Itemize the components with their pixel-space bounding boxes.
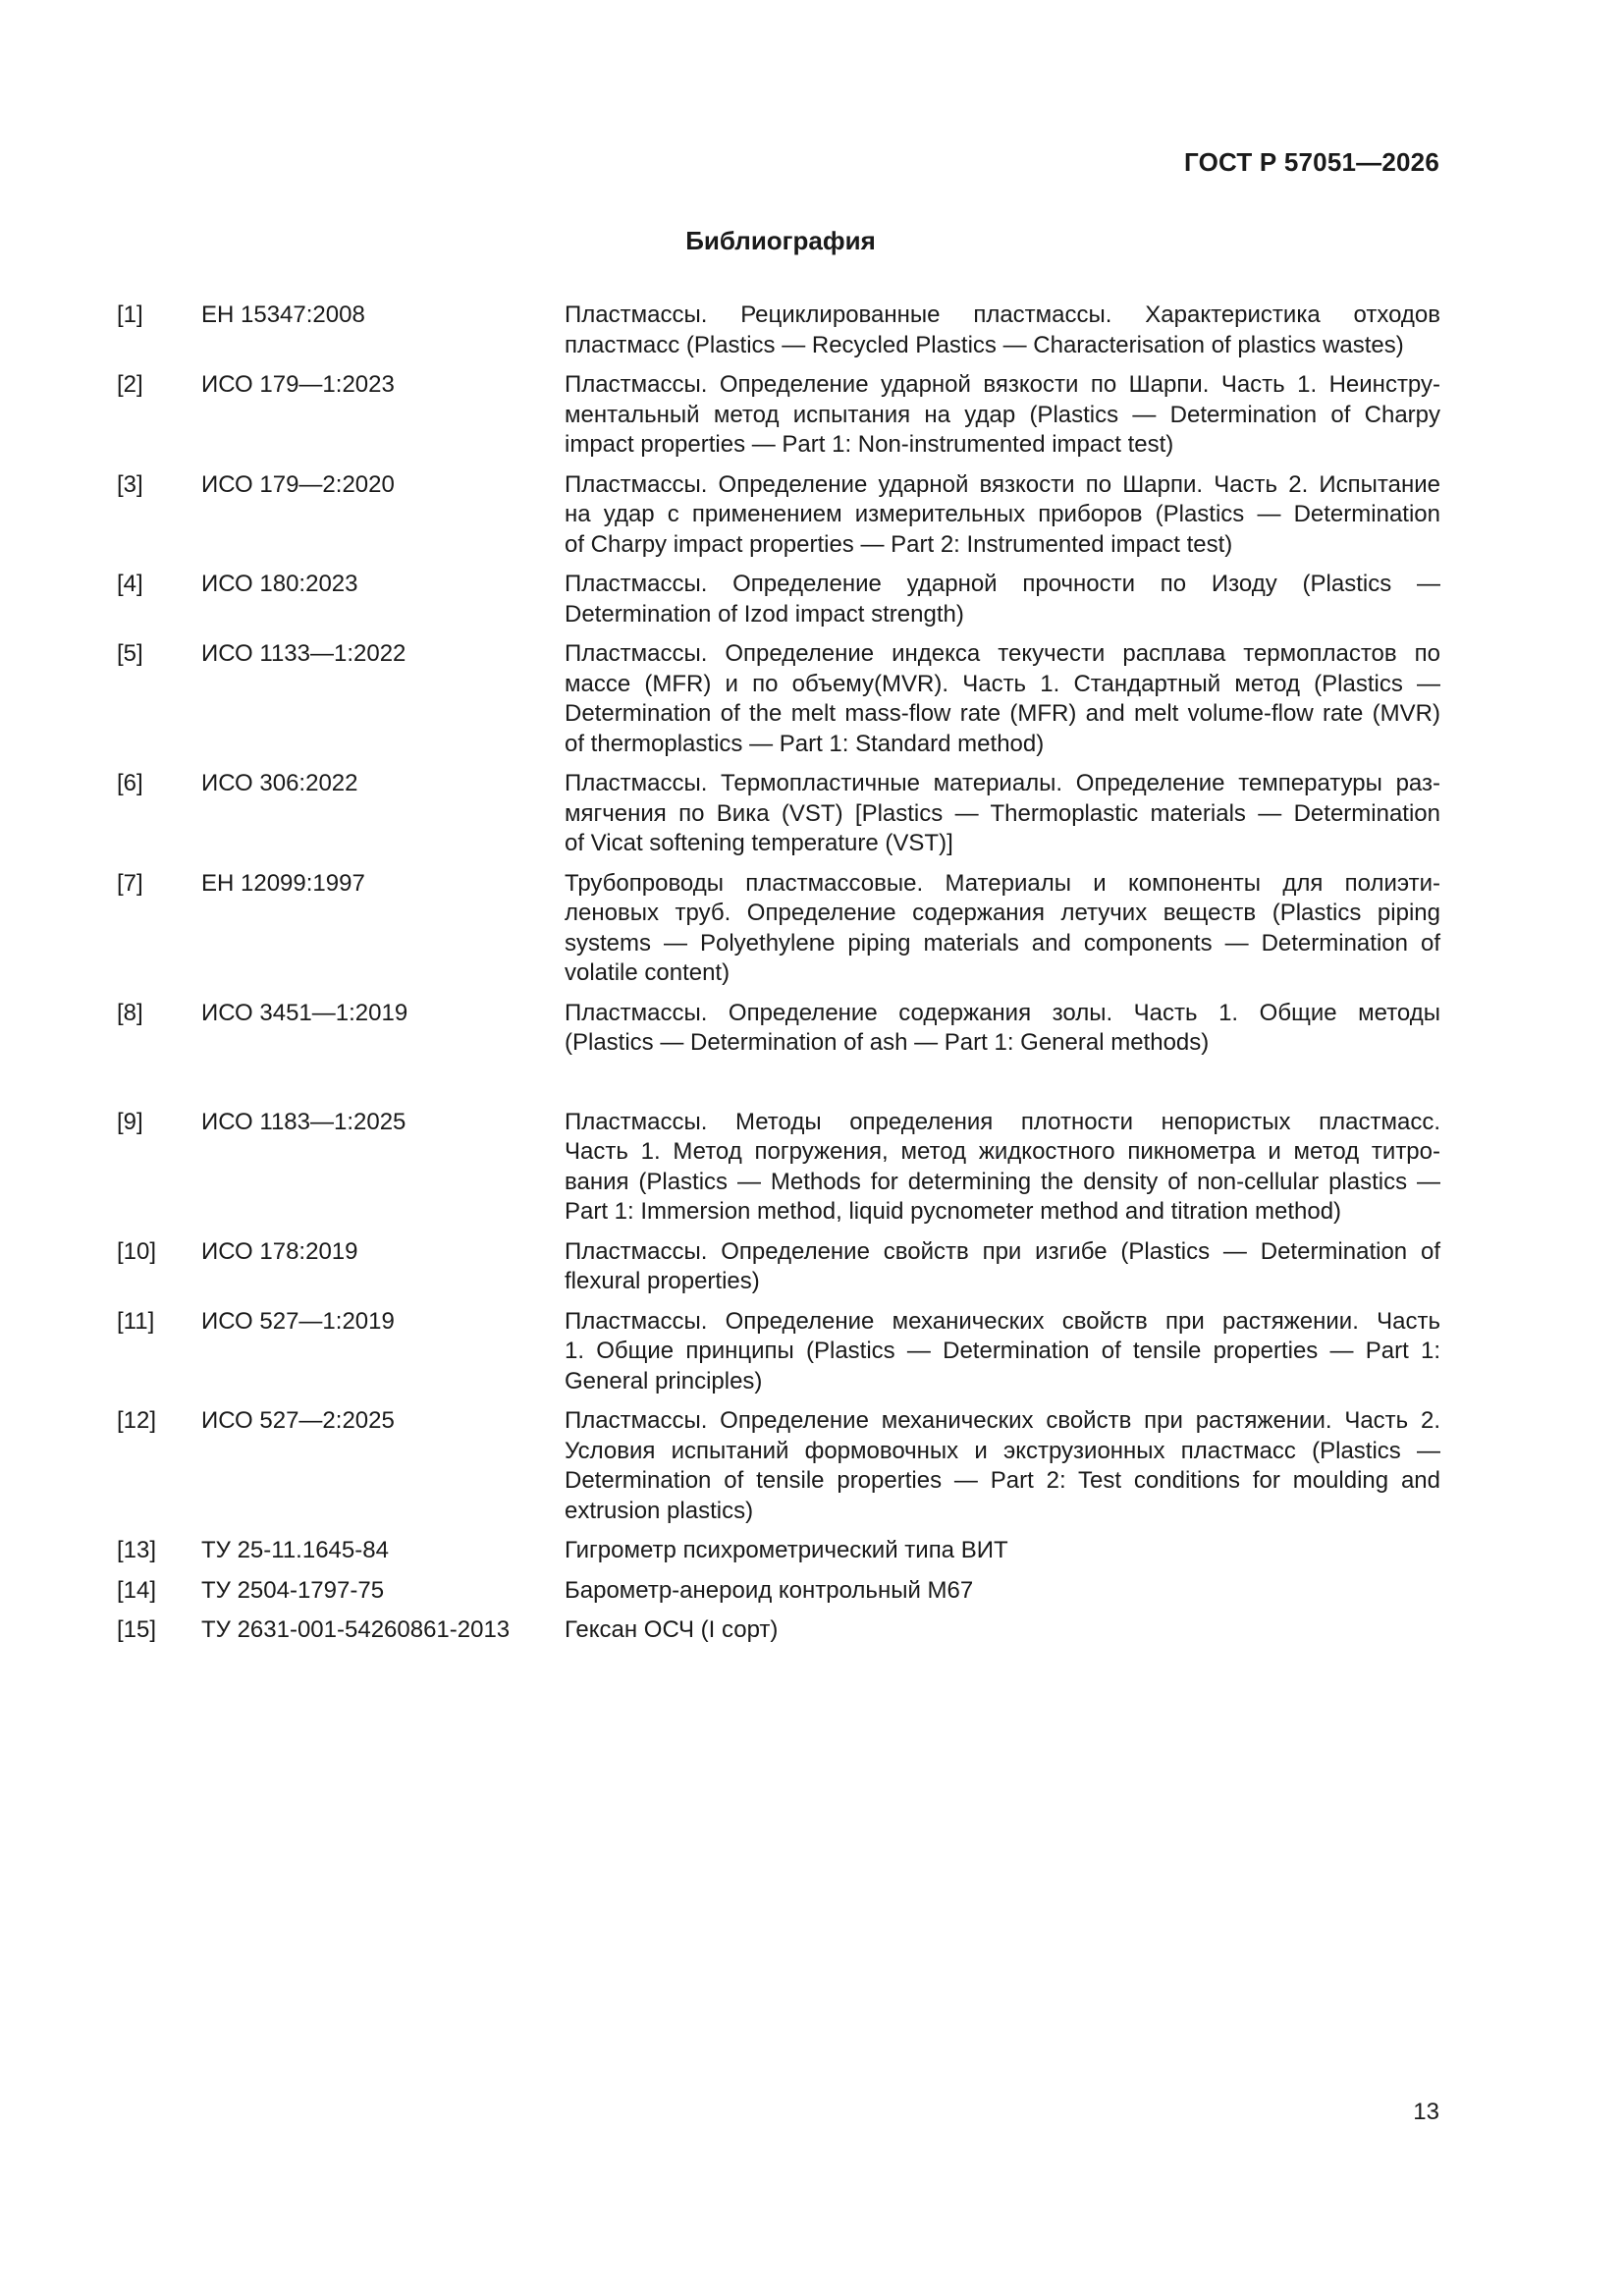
entry-description [565,1615,1440,1646]
entry-description [565,869,1440,989]
description-line: Трубопроводы пластмассовые. Материалы и компоненты для полиэти- [565,869,1440,897]
description-line: Пластмассы. Определение содержания золы. Часть 1. Общие методы [565,999,1440,1026]
description-line: Гексан ОСЧ (I сорт) [565,1616,779,1643]
entry-number: [5] [117,640,143,667]
entry-description [565,1108,1440,1228]
entry-standard-code: ИСО 179—2:2020 [201,470,395,498]
entry-standard-code: ТУ 2631-001-54260861-2013 [201,1616,511,1643]
bibliography-entry [117,1536,1440,1566]
description-line: Пластмассы. Термопластичные материалы. Определение температуры раз- [565,770,1440,796]
bibliography-entry [117,1307,1440,1397]
description-line: Пластмассы. Рециклированные пластмассы. Характеристика отходов [565,301,1440,328]
entry-number: [14] [117,1576,157,1604]
entry-description [565,639,1440,759]
entry-description [565,999,1440,1059]
entry-number: [11] [117,1307,155,1335]
entry-standard-code: ИСО 179—1:2023 [201,371,395,398]
description-line: General principles) [565,1367,763,1394]
description-line: volatile content) [565,959,730,986]
description-line: of thermoplastics — Part 1: Standard method) [565,730,1045,757]
entry-standard-code: ИСО 306:2022 [201,770,358,796]
description-line: Часть 1. Метод погружения, метод жидкостного пикнометра и метод титро- [565,1138,1440,1165]
description-line: массе (MFR) и по объему(MVR). Часть 1. Стандартный метод (Plastics — [565,670,1440,697]
entry-number: [4] [117,571,143,597]
description-line: 1. Общие принципы (Plastics — Determination of tensile properties — Part 1: [565,1338,1440,1364]
entry-standard-code: ЕН 12099:1997 [201,869,365,897]
bibliography-entry [117,1615,1440,1646]
description-line: вания (Plastics — Methods for determining the density of non-cellular plastics — [565,1168,1440,1195]
description-line: (Plastics — Determination of ash — Part 1: General methods) [565,1029,1210,1056]
entry-description [565,1536,1440,1566]
bibliography-entry [117,1108,1440,1228]
entry-description [565,1237,1440,1297]
description-line: Пластмассы. Определение ударной вязкости по Шарпи. Часть 1. Неинстру- [565,371,1440,398]
entry-description [565,1307,1440,1397]
description-line: impact properties — Part 1: Non-instrumented impact test) [565,431,1174,458]
bibliography-list [117,301,1440,1656]
description-line: extrusion plastics) [565,1497,754,1524]
entry-number: [1] [117,301,143,328]
bibliography-entry [117,1576,1440,1607]
description-line: Пластмассы. Определение индекса текучести расплава термопластов по [565,640,1440,667]
bibliography-entry [117,370,1440,461]
bibliography-entry [117,869,1440,989]
description-line: Гигрометр психрометрический типа ВИТ [565,1537,1008,1563]
description-line: Пластмассы. Определение ударной прочности по Изоду (Plastics — [565,571,1440,597]
entry-number: [12] [117,1407,157,1434]
entry-number: [2] [117,371,143,398]
entry-number: [15] [117,1616,157,1643]
entry-standard-code: ТУ 2504-1797-75 [201,1576,385,1604]
description-line: ментальный метод испытания на удар (Plastics — Determination of Charpy [565,401,1440,428]
entry-number: [6] [117,770,143,796]
entry-standard-code: ИСО 180:2023 [201,571,358,597]
bibliography-entry [117,470,1440,561]
description-line: Пластмассы. Определение ударной вязкости по Шарпи. Часть 2. Испытание [565,470,1440,498]
entry-standard-code: ТУ 25-11.1645-84 [201,1537,389,1563]
entry-standard-code: ИСО 3451—1:2019 [201,999,408,1026]
description-line: systems — Polyethylene piping materials and components — Determination of [565,929,1440,957]
entry-number: [13] [117,1537,157,1563]
entry-standard-code: ИСО 178:2019 [201,1237,358,1265]
entry-description [565,1406,1440,1526]
page-number: 13 [1413,2099,1439,2125]
bibliography-entry [117,1237,1440,1297]
description-line: Пластмассы. Определение механических свойств при растяжении. Часть 2. [565,1407,1440,1434]
entry-number: [10] [117,1237,157,1265]
entry-description [565,769,1440,859]
entry-standard-code: ИСО 527—1:2019 [201,1307,395,1335]
bibliography-entry [117,1406,1440,1526]
description-line: Part 1: Immersion method, liquid pycnometer method and titration method) [565,1198,1342,1225]
description-line: Determination of the melt mass-flow rate (MFR) and melt volume-flow rate (MVR) [565,700,1440,727]
entry-standard-code: ИСО 1183—1:2025 [201,1108,406,1135]
bibliography-entry [117,301,1440,360]
entry-description [565,370,1440,461]
entry-description [565,570,1440,629]
description-line: пластмасс (Plastics — Recycled Plastics — Characterisation of plastics wastes) [565,331,1404,358]
description-line: мягчения по Вика (VST) [Plastics — Thermoplastic materials — Determination [565,799,1440,827]
bibliography-entry [117,999,1440,1059]
entry-description [565,1576,1440,1607]
entry-number: [7] [117,869,143,897]
description-line: Пластмассы. Методы определения плотности непористых пластмасс. [565,1108,1440,1135]
entry-number: [3] [117,470,143,498]
entry-standard-code: ИСО 1133—1:2022 [201,640,406,667]
description-line: Пластмассы. Определение механических свойств при растяжении. Часть [565,1307,1440,1335]
entry-number: [9] [117,1108,143,1135]
description-line: Барометр-анероид контрольный М67 [565,1576,974,1604]
description-line: flexural properties) [565,1268,760,1294]
description-line: of Vicat softening temperature (VST)] [565,830,953,856]
bibliography-entry [117,769,1440,859]
entry-standard-code: ИСО 527—2:2025 [201,1407,395,1434]
description-line: Determination of tensile properties — Part 2: Test conditions for moulding and [565,1467,1440,1494]
entry-standard-code: ЕН 15347:2008 [201,301,365,328]
entry-description [565,470,1440,561]
description-line: на удар с применением измерительных приборов (Plastics — Determination [565,501,1440,527]
description-line: Условия испытаний формовочных и экструзионных пластмасс (Plastics — [565,1437,1440,1464]
bibliography-entry [117,639,1440,759]
description-line: леновых труб. Определение содержания летучих веществ (Plastics piping [565,900,1440,926]
entry-description [565,301,1440,360]
section-title: Библиография [685,226,876,255]
document-code: ГОСТ Р 57051—2026 [1184,147,1439,177]
description-line: Determination of Izod impact strength) [565,600,964,628]
description-line: of Charpy impact properties — Part 2: Instrumented impact test) [565,530,1233,558]
bibliography-entry [117,570,1440,629]
entry-number: [8] [117,999,143,1026]
description-line: Пластмассы. Определение свойств при изгибе (Plastics — Determination of [565,1237,1440,1265]
